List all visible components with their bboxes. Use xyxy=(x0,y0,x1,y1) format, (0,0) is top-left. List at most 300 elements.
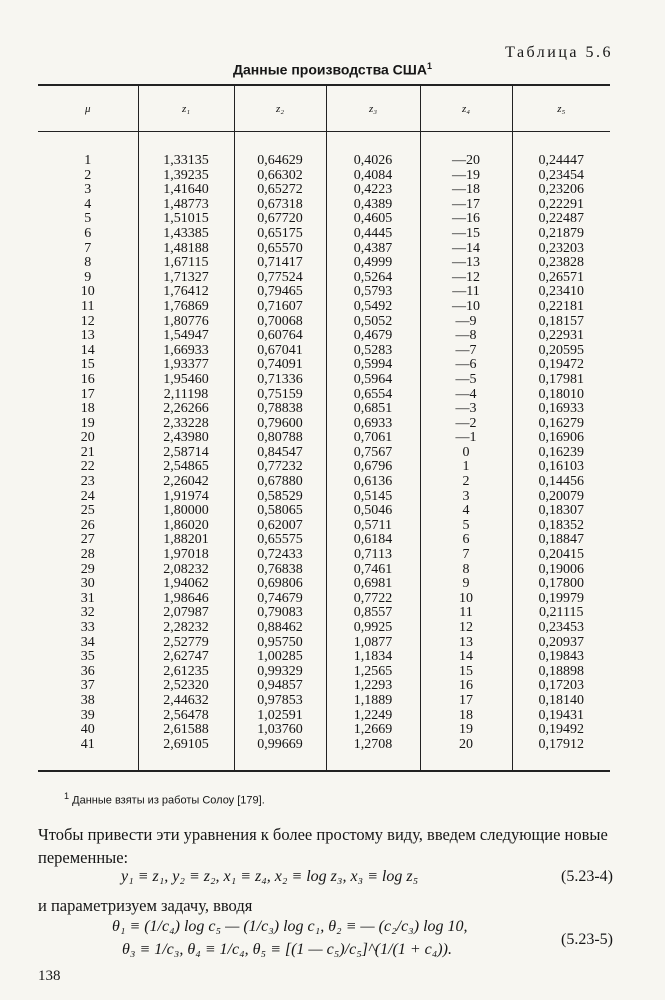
cell-z2: 1,03760 xyxy=(234,723,326,738)
cell-z5: 0,16279 xyxy=(512,417,610,432)
cell-z5: 0,18898 xyxy=(512,665,610,680)
cell-mu: 26 xyxy=(80,517,95,533)
cell-mu: 9 xyxy=(84,269,92,285)
cell-mu: 34 xyxy=(80,634,95,650)
cell-z3: 0,7113 xyxy=(326,548,420,563)
cell-z5: 0,22291 xyxy=(512,198,610,213)
cell-z4: 11 xyxy=(420,606,512,621)
table-row xyxy=(38,723,610,738)
table-row xyxy=(38,242,610,257)
cell-z1: 1,94062 xyxy=(138,577,234,592)
cell-z5: 0,17981 xyxy=(512,373,610,388)
cell-z5: 0,20595 xyxy=(512,344,610,359)
table-row xyxy=(38,665,610,680)
cell-mu: 2 xyxy=(84,167,92,183)
footnote-mark: 1 xyxy=(64,791,70,801)
cell-z3: 0,6933 xyxy=(326,417,420,432)
cell-z1: 1,51015 xyxy=(138,212,234,227)
equation-number-5-23-4: (5.23-4) xyxy=(561,868,613,885)
cell-z3: 0,8557 xyxy=(326,606,420,621)
cell-z1: 2,08232 xyxy=(138,563,234,578)
cell-z4: —16 xyxy=(420,212,512,227)
cell-mu: 30 xyxy=(80,576,95,592)
cell-z4: —20 xyxy=(420,132,512,169)
cell-z1: 1,76412 xyxy=(138,285,234,300)
cell-z3: 0,6796 xyxy=(326,460,420,475)
cell-mu: 25 xyxy=(80,503,95,519)
cell-mu: 10 xyxy=(80,284,95,300)
cell-z5: 0,21879 xyxy=(512,227,610,242)
cell-z2: 0,80788 xyxy=(234,431,326,446)
cell-z5: 0,17203 xyxy=(512,679,610,694)
table-row xyxy=(38,388,610,403)
cell-z3: 0,5283 xyxy=(326,344,420,359)
footnote-text: Данные взяты из работы Солоу [179]. xyxy=(72,794,265,807)
table-row xyxy=(38,694,610,709)
cell-z1: 2,52320 xyxy=(138,679,234,694)
table-row xyxy=(38,636,610,651)
cell-z3: 1,2669 xyxy=(326,723,420,738)
cell-mu: 27 xyxy=(80,532,95,548)
cell-z3: 0,5994 xyxy=(326,358,420,373)
cell-z4: —11 xyxy=(420,285,512,300)
column-header-z3: z₃ xyxy=(326,85,420,132)
cell-mu: 14 xyxy=(80,342,95,358)
cell-z3: 0,5964 xyxy=(326,373,420,388)
cell-z5: 0,20079 xyxy=(512,490,610,505)
cell-mu: 24 xyxy=(80,488,95,504)
cell-mu: 7 xyxy=(84,240,92,256)
cell-mu: 22 xyxy=(80,459,95,475)
column-header-z4: z₄ xyxy=(420,85,512,132)
cell-z2: 0,65272 xyxy=(234,183,326,198)
cell-z1: 2,44632 xyxy=(138,694,234,709)
cell-z5: 0,18847 xyxy=(512,533,610,548)
cell-z2: 0,58065 xyxy=(234,504,326,519)
table-row xyxy=(38,169,610,184)
column-header-z5: z₅ xyxy=(512,85,610,132)
cell-z4: —9 xyxy=(420,315,512,330)
cell-z5: 0,16906 xyxy=(512,431,610,446)
cell-z4: —13 xyxy=(420,256,512,271)
cell-z3: 1,2565 xyxy=(326,665,420,680)
equation-5-23-5-line1: θ₁ ≡ (1/c₄) log c₅ — (1/c₃) log c₁, θ₂ ≡ — (c₂/c₃) log 10, xyxy=(112,918,468,935)
cell-z3: 0,4223 xyxy=(326,183,420,198)
cell-z1: 2,58714 xyxy=(138,446,234,461)
cell-z3: 0,5052 xyxy=(326,315,420,330)
cell-z5: 0,24447 xyxy=(512,132,610,169)
cell-mu: 4 xyxy=(84,196,92,212)
cell-mu: 17 xyxy=(80,386,95,402)
cell-mu: 1 xyxy=(84,153,92,168)
cell-z2: 1,00285 xyxy=(234,650,326,665)
cell-z1: 2,28232 xyxy=(138,621,234,636)
cell-z1: 2,62747 xyxy=(138,650,234,665)
cell-z3: 0,4679 xyxy=(326,329,420,344)
cell-z1: 2,26266 xyxy=(138,402,234,417)
cell-z1: 1,98646 xyxy=(138,592,234,607)
cell-mu: 20 xyxy=(80,430,95,446)
cell-z3: 0,9925 xyxy=(326,621,420,636)
cell-mu: 16 xyxy=(80,371,95,387)
table-row xyxy=(38,504,610,519)
table-body xyxy=(38,132,610,772)
cell-z5: 0,19006 xyxy=(512,563,610,578)
cell-z4: 0 xyxy=(420,446,512,461)
cell-z4: 5 xyxy=(420,519,512,534)
cell-mu: 8 xyxy=(84,255,92,271)
cell-z2: 0,65175 xyxy=(234,227,326,242)
cell-mu: 38 xyxy=(80,692,95,708)
cell-z3: 0,7061 xyxy=(326,431,420,446)
cell-z2: 0,72433 xyxy=(234,548,326,563)
cell-mu: 12 xyxy=(80,313,95,329)
cell-z4: 19 xyxy=(420,723,512,738)
table-row xyxy=(38,132,610,169)
cell-z2: 0,58529 xyxy=(234,490,326,505)
cell-z4: 13 xyxy=(420,636,512,651)
cell-z4: —12 xyxy=(420,271,512,286)
cell-z1: 2,07987 xyxy=(138,606,234,621)
cell-z4: 1 xyxy=(420,460,512,475)
cell-z4: 4 xyxy=(420,504,512,519)
cell-mu: 3 xyxy=(84,182,92,198)
cell-z2: 0,67318 xyxy=(234,198,326,213)
table-row xyxy=(38,519,610,534)
cell-z4: 8 xyxy=(420,563,512,578)
cell-mu: 35 xyxy=(80,649,95,665)
cell-z2: 0,67880 xyxy=(234,475,326,490)
cell-z5: 0,19431 xyxy=(512,709,610,724)
cell-z1: 2,52779 xyxy=(138,636,234,651)
cell-z2: 0,67720 xyxy=(234,212,326,227)
cell-z4: —10 xyxy=(420,300,512,315)
cell-z3: 1,1834 xyxy=(326,650,420,665)
cell-z1: 1,86020 xyxy=(138,519,234,534)
table-row xyxy=(38,300,610,315)
cell-mu: 31 xyxy=(80,590,95,606)
cell-z1: 1,54947 xyxy=(138,329,234,344)
cell-z3: 0,4026 xyxy=(326,132,420,169)
column-header-mu: μ xyxy=(38,85,138,132)
cell-z1: 1,97018 xyxy=(138,548,234,563)
cell-z5: 0,21115 xyxy=(512,606,610,621)
cell-z2: 0,70068 xyxy=(234,315,326,330)
cell-z1: 1,80000 xyxy=(138,504,234,519)
cell-z5: 0,20415 xyxy=(512,548,610,563)
cell-z1: 1,41640 xyxy=(138,183,234,198)
cell-z3: 1,2293 xyxy=(326,679,420,694)
cell-z5: 0,23206 xyxy=(512,183,610,198)
cell-z3: 0,6981 xyxy=(326,577,420,592)
cell-z5: 0,23828 xyxy=(512,256,610,271)
cell-z3: 0,4445 xyxy=(326,227,420,242)
cell-z2: 0,74679 xyxy=(234,592,326,607)
cell-z2: 0,60764 xyxy=(234,329,326,344)
equation-number-5-23-5: (5.23-5) xyxy=(561,931,613,948)
cell-z4: —17 xyxy=(420,198,512,213)
cell-z2: 0,99669 xyxy=(234,738,326,772)
cell-z1: 1,67115 xyxy=(138,256,234,271)
table-row xyxy=(38,621,610,636)
cell-z4: 15 xyxy=(420,665,512,680)
cell-z1: 1,48188 xyxy=(138,242,234,257)
cell-mu: 5 xyxy=(84,211,92,227)
cell-z2: 0,76838 xyxy=(234,563,326,578)
page-number: 138 xyxy=(38,968,61,984)
cell-mu: 29 xyxy=(80,561,95,577)
equation-5-23-4: y₁ ≡ z₁, y₂ ≡ z₂, x₁ ≡ z₄, x₂ ≡ log z₃, x₃ ≡ log z₅ xyxy=(121,868,419,885)
cell-z1: 1,95460 xyxy=(138,373,234,388)
table-row xyxy=(38,475,610,490)
cell-z2: 0,77232 xyxy=(234,460,326,475)
cell-z1: 1,39235 xyxy=(138,169,234,184)
data-table xyxy=(38,84,610,772)
cell-z3: 0,6136 xyxy=(326,475,420,490)
cell-mu: 36 xyxy=(80,663,95,679)
table-row xyxy=(38,679,610,694)
table-row xyxy=(38,650,610,665)
cell-z4: —5 xyxy=(420,373,512,388)
cell-z5: 0,17912 xyxy=(512,738,610,772)
cell-z2: 0,78838 xyxy=(234,402,326,417)
cell-z5: 0,23453 xyxy=(512,621,610,636)
cell-z1: 1,93377 xyxy=(138,358,234,373)
cell-z5: 0,19472 xyxy=(512,358,610,373)
cell-z2: 0,97853 xyxy=(234,694,326,709)
cell-z2: 0,66302 xyxy=(234,169,326,184)
cell-z2: 0,64629 xyxy=(234,132,326,169)
equation-5-23-5-line2: θ₃ ≡ 1/c₃, θ₄ ≡ 1/c₄, θ₅ ≡ [(1 — c₅)/c₅]^(1/(1 + c₄)). xyxy=(122,941,452,958)
cell-mu: 15 xyxy=(80,357,95,373)
cell-z2: 0,94857 xyxy=(234,679,326,694)
cell-z3: 0,6851 xyxy=(326,402,420,417)
cell-z4: 14 xyxy=(420,650,512,665)
table-row xyxy=(38,344,610,359)
cell-z1: 1,91974 xyxy=(138,490,234,505)
cell-z1: 1,71327 xyxy=(138,271,234,286)
cell-z4: —19 xyxy=(420,169,512,184)
column-header-z2: z₂ xyxy=(234,85,326,132)
cell-z1: 2,26042 xyxy=(138,475,234,490)
table-title-text: Данные производства США xyxy=(233,61,427,78)
cell-z1: 2,61588 xyxy=(138,723,234,738)
table-row xyxy=(38,212,610,227)
cell-z1: 1,33135 xyxy=(138,132,234,169)
cell-z2: 0,79083 xyxy=(234,606,326,621)
cell-z2: 0,88462 xyxy=(234,621,326,636)
table-row xyxy=(38,183,610,198)
cell-z5: 0,18352 xyxy=(512,519,610,534)
cell-z3: 0,7461 xyxy=(326,563,420,578)
table-row xyxy=(38,417,610,432)
cell-z4: —18 xyxy=(420,183,512,198)
table-row xyxy=(38,738,610,772)
cell-z5: 0,22931 xyxy=(512,329,610,344)
table-title-footnote-mark: 1 xyxy=(426,61,432,71)
footnote xyxy=(64,791,265,807)
cell-z3: 1,0877 xyxy=(326,636,420,651)
cell-z1: 2,11198 xyxy=(138,388,234,403)
table-row xyxy=(38,285,610,300)
cell-z1: 1,66933 xyxy=(138,344,234,359)
table-row xyxy=(38,373,610,388)
cell-z4: 16 xyxy=(420,679,512,694)
cell-z3: 0,6554 xyxy=(326,388,420,403)
cell-z1: 2,61235 xyxy=(138,665,234,680)
cell-z3: 1,2249 xyxy=(326,709,420,724)
cell-z2: 0,67041 xyxy=(234,344,326,359)
table-row xyxy=(38,446,610,461)
column-header-z1: z₁ xyxy=(138,85,234,132)
cell-z5: 0,19979 xyxy=(512,592,610,607)
cell-z3: 0,5793 xyxy=(326,285,420,300)
cell-mu: 40 xyxy=(80,722,95,738)
cell-mu: 33 xyxy=(80,620,95,635)
cell-z1: 2,56478 xyxy=(138,709,234,724)
cell-z4: —4 xyxy=(420,388,512,403)
cell-z4: 6 xyxy=(420,533,512,548)
cell-z4: 18 xyxy=(420,709,512,724)
cell-z4: —1 xyxy=(420,431,512,446)
cell-z3: 0,4387 xyxy=(326,242,420,257)
table-header-row xyxy=(38,85,610,132)
cell-z5: 0,19492 xyxy=(512,723,610,738)
table-row xyxy=(38,548,610,563)
cell-z4: 2 xyxy=(420,475,512,490)
cell-z2: 0,69806 xyxy=(234,577,326,592)
cell-z5: 0,16103 xyxy=(512,460,610,475)
table-row xyxy=(38,256,610,271)
cell-mu: 6 xyxy=(84,225,92,241)
cell-z3: 1,2708 xyxy=(326,738,420,772)
cell-z2: 0,65570 xyxy=(234,242,326,257)
cell-z1: 2,69105 xyxy=(138,738,234,772)
cell-z2: 0,75159 xyxy=(234,388,326,403)
table-row xyxy=(38,358,610,373)
table-row xyxy=(38,198,610,213)
table-title xyxy=(0,61,665,78)
cell-z2: 1,02591 xyxy=(234,709,326,724)
cell-z4: —6 xyxy=(420,358,512,373)
cell-z3: 0,5492 xyxy=(326,300,420,315)
cell-mu: 11 xyxy=(81,298,95,314)
cell-mu: 23 xyxy=(80,474,95,490)
cell-z1: 2,33228 xyxy=(138,417,234,432)
cell-z5: 0,22181 xyxy=(512,300,610,315)
cell-z5: 0,19843 xyxy=(512,650,610,665)
cell-z4: —7 xyxy=(420,344,512,359)
cell-z4: 17 xyxy=(420,694,512,709)
cell-z5: 0,22487 xyxy=(512,212,610,227)
cell-z1: 1,88201 xyxy=(138,533,234,548)
cell-z4: 20 xyxy=(420,738,512,772)
cell-z2: 0,79600 xyxy=(234,417,326,432)
table-row xyxy=(38,592,610,607)
table-label: Таблица 5.6 xyxy=(505,44,613,61)
table-row xyxy=(38,402,610,417)
cell-z2: 0,74091 xyxy=(234,358,326,373)
cell-z1: 1,43385 xyxy=(138,227,234,242)
table-row xyxy=(38,606,610,621)
cell-z5: 0,18010 xyxy=(512,388,610,403)
cell-mu: 19 xyxy=(80,415,95,431)
cell-z5: 0,23410 xyxy=(512,285,610,300)
cell-z3: 1,1889 xyxy=(326,694,420,709)
cell-z4: —15 xyxy=(420,227,512,242)
table-row xyxy=(38,271,610,286)
cell-mu: 39 xyxy=(80,707,95,723)
cell-z3: 0,5145 xyxy=(326,490,420,505)
cell-mu: 41 xyxy=(80,736,95,752)
cell-mu: 13 xyxy=(80,328,95,344)
cell-z1: 1,80776 xyxy=(138,315,234,330)
cell-z5: 0,20937 xyxy=(512,636,610,651)
cell-mu: 21 xyxy=(80,444,95,460)
cell-z5: 0,14456 xyxy=(512,475,610,490)
cell-z3: 0,4999 xyxy=(326,256,420,271)
cell-z4: 9 xyxy=(420,577,512,592)
cell-z2: 0,62007 xyxy=(234,519,326,534)
cell-z5: 0,23454 xyxy=(512,169,610,184)
cell-z1: 1,48773 xyxy=(138,198,234,213)
cell-z3: 0,4084 xyxy=(326,169,420,184)
cell-z4: —14 xyxy=(420,242,512,257)
cell-z4: 7 xyxy=(420,548,512,563)
cell-mu: 18 xyxy=(80,401,95,417)
table-row xyxy=(38,533,610,548)
cell-z5: 0,23203 xyxy=(512,242,610,257)
cell-z3: 0,7567 xyxy=(326,446,420,461)
cell-z2: 0,79465 xyxy=(234,285,326,300)
cell-z5: 0,18140 xyxy=(512,694,610,709)
table-row xyxy=(38,563,610,578)
cell-z1: 2,43980 xyxy=(138,431,234,446)
cell-z3: 0,5711 xyxy=(326,519,420,534)
table-row xyxy=(38,460,610,475)
cell-z2: 0,71336 xyxy=(234,373,326,388)
table-row xyxy=(38,329,610,344)
cell-z4: 12 xyxy=(420,621,512,636)
paragraph-intro: Чтобы привести эти уравнения к более простому виду, введем следующие новые переменные: xyxy=(38,825,608,867)
cell-z4: —3 xyxy=(420,402,512,417)
table-row xyxy=(38,709,610,724)
cell-z2: 0,95750 xyxy=(234,636,326,651)
cell-mu: 32 xyxy=(80,605,95,621)
paragraph-parametrize: и параметризуем задачу, вводя xyxy=(38,896,253,915)
cell-z4: —8 xyxy=(420,329,512,344)
cell-z5: 0,18157 xyxy=(512,315,610,330)
table-row xyxy=(38,577,610,592)
cell-z1: 1,76869 xyxy=(138,300,234,315)
table-row xyxy=(38,490,610,505)
cell-z2: 0,99329 xyxy=(234,665,326,680)
cell-mu: 28 xyxy=(80,547,95,563)
cell-z5: 0,26571 xyxy=(512,271,610,286)
cell-z2: 0,77524 xyxy=(234,271,326,286)
table-row xyxy=(38,431,610,446)
cell-z4: 10 xyxy=(420,592,512,607)
cell-z2: 0,65575 xyxy=(234,533,326,548)
cell-z5: 0,16933 xyxy=(512,402,610,417)
cell-z4: —2 xyxy=(420,417,512,432)
table-row xyxy=(38,227,610,242)
cell-z3: 0,5264 xyxy=(326,271,420,286)
cell-z2: 0,71607 xyxy=(234,300,326,315)
cell-z5: 0,17800 xyxy=(512,577,610,592)
cell-z2: 0,71417 xyxy=(234,256,326,271)
cell-z3: 0,7722 xyxy=(326,592,420,607)
